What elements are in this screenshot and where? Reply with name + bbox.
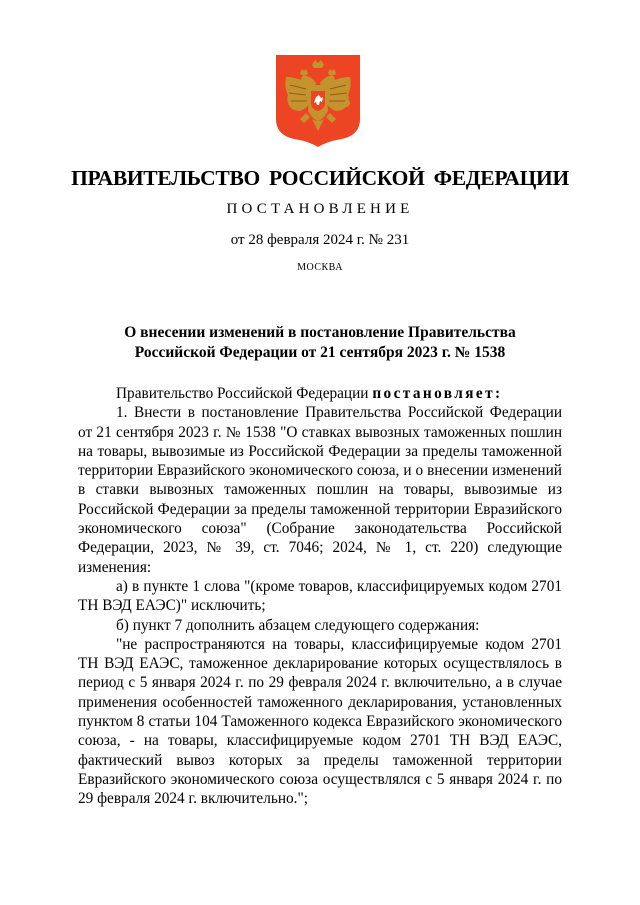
paragraph: а) в пункте 1 слова "(кроме товаров, классифицируемых кодом 2701 ТН ВЭД ЕАЭС)" исключить; [78, 577, 562, 615]
intro-prefix: Правительство Российской Федерации [116, 385, 369, 402]
document-body [78, 384, 562, 809]
paragraph: б) пункт 7 дополнить абзацем следующего содержания: [116, 616, 480, 634]
document-type: ПОСТАНОВЛЕНИЕ [226, 201, 414, 217]
document-date-number: от 28 февраля 2024 г. № 231 [230, 232, 410, 248]
decree-word: постановляет: [372, 385, 503, 402]
document-city: МОСКВА [297, 262, 343, 273]
paragraph: "не распространяются на товары, классифицируемые кодом 2701 ТН ВЭД ЕАЭС, таможенное декларирование которых осуществлялось в период с 5 января 2024 г. по 29 февраля 2024 г. включительно, а в случае применения особенностей таможенного декларирования, установленных пунктом 8 статьи 104 Таможенного кодекса Евразийского экономического союза, - на товары, классифицируемые кодом 2701 ТН ВЭД ЕАЭС, фактический вывоз которых за пределы таможенной территории Евразийского экономического союза осуществлялся с 5 января 2024 г. по 29 февраля 2024 г. включительно."; [78, 635, 562, 808]
subject-line: О внесении изменений в постановление Правительства [124, 324, 516, 341]
subject-line: Российской Федерации от 21 сентября 2023 г. № 1538 [134, 344, 506, 361]
government-title: ПРАВИТЕЛЬСТВО РОССИЙСКОЙ ФЕДЕРАЦИИ [71, 166, 569, 190]
coat-of-arms-icon [276, 55, 360, 147]
document-subject [60, 323, 580, 363]
paragraph: 1. Внести в постановление Правительства Российской Федерации от 21 сентября 2023 г. № 1538 "О ставках вывозных таможенных пошлин на товары, вывозимые из Российской Федерации за пределы таможенной территории Евразийского экономического союза, и о внесении изменений в ставки вывозных таможенных пошлин на товары, вывозимые из Российской Федерации за пределы таможенной территории Евразийского экономического союза" (Собрание законодательства Российской Федерации, 2023, № 39, ст. 7046; 2024, № 1, ст. 220) следующие изменения: [78, 404, 562, 576]
coat-of-arms-graphic [276, 55, 360, 147]
intro-paragraph [78, 384, 562, 403]
